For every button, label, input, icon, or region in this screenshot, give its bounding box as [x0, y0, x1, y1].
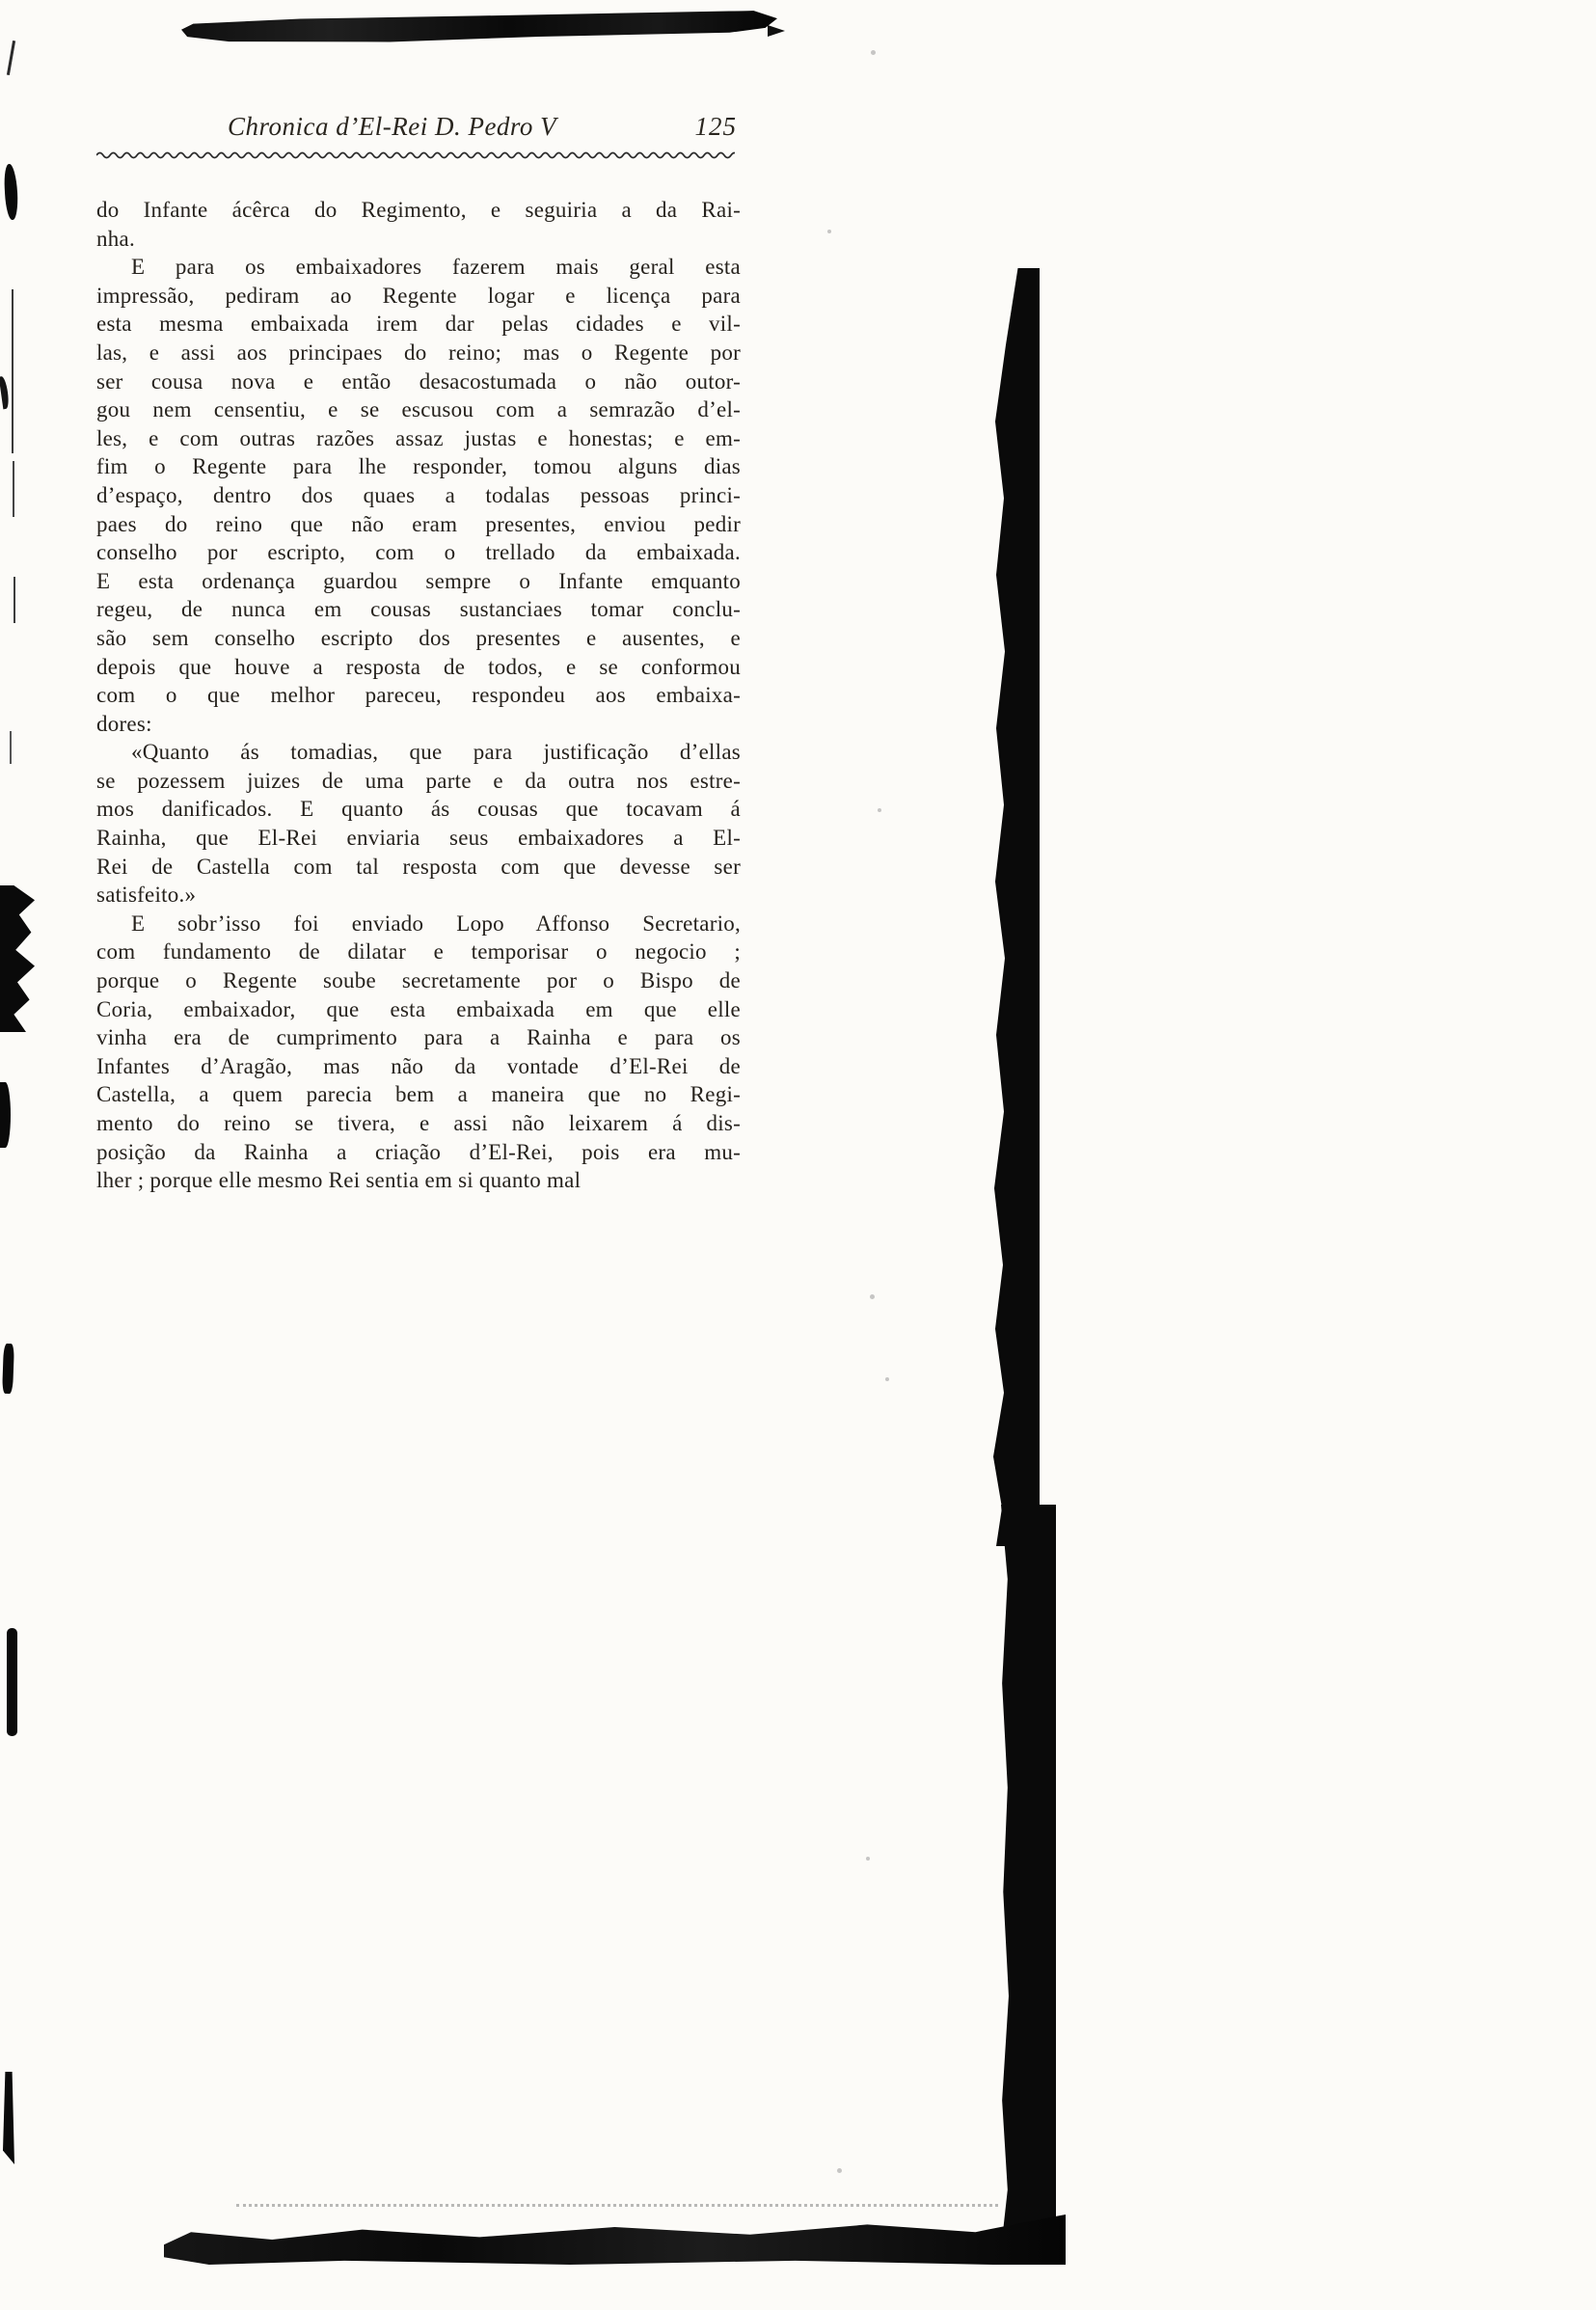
paragraph: [96, 196, 741, 253]
scan-speck: [866, 1857, 870, 1861]
scan-speck: [871, 50, 876, 55]
text-line: paes do reino que não eram presentes, enviou pedir: [96, 511, 741, 536]
wavy-rule-path: [96, 153, 735, 158]
paragraph: [96, 738, 741, 910]
text-line: mos danificados. E quanto ás cousas que tocavam á: [96, 797, 741, 822]
text-line: Coria, embaixador, que esta embaixada em que elle: [96, 996, 741, 1021]
page-body: [96, 196, 741, 1195]
text-line: E sobr’isso foi enviado Lopo Affonso Secretario,: [131, 910, 741, 936]
text-line: E esta ordenança guardou sempre o Infante emquanto: [96, 568, 741, 593]
text-line: impressão, pediram ao Regente logar e licença para: [96, 283, 741, 308]
running-title: Chronica d’El-Rei D. Pedro V: [228, 112, 557, 141]
text-line: esta mesma embaixada irem dar pelas cidades e vil-: [96, 312, 741, 337]
scan-speck: [837, 2168, 842, 2173]
text-line: com o que melhor pareceu, respondeu aos embaixa-: [96, 683, 741, 708]
text-line: dores:: [96, 711, 152, 736]
text-line: E para os embaixadores fazerem mais geral esta: [131, 255, 741, 280]
text-line: lher ; porque elle mesmo Rei sentia em si quanto mal: [96, 1168, 582, 1193]
text-line: Rainha, que El-Rei enviaria seus embaixadores a El-: [96, 826, 741, 851]
text-line: las, e assi aos principaes do reino; mas o Regente por: [96, 340, 741, 365]
text-line: satisfeito.»: [96, 883, 197, 908]
text-line: porque o Regente soube secretamente por o Bispo de: [96, 968, 741, 993]
scan-speck: [827, 230, 831, 233]
scan-artifact-left-mark: [12, 289, 14, 453]
scan-artifact-left-mark: [7, 1628, 17, 1736]
page-number: 125: [694, 112, 737, 141]
text-line: conselho por escripto, com o trellado da embaixada.: [96, 540, 741, 565]
text-line: d’espaço, dentro dos quaes a todalas pessoas princi-: [96, 482, 741, 507]
text-line: fim o Regente para lhe responder, tomou alguns dias: [96, 454, 741, 479]
scan-speck: [870, 1294, 875, 1299]
scan-artifact-left-mark: [2, 1344, 14, 1394]
wavy-rule: [96, 149, 735, 163]
text-line: les, e com outras razões assaz justas e honestas; e em-: [96, 425, 741, 450]
scan-artifact-left-mark: [13, 461, 14, 517]
scan-artifact-left-mark: [3, 2072, 14, 2164]
text-line: regeu, de nunca em cousas sustanciaes tomar conclu-: [96, 597, 741, 622]
text-line: do Infante ácêrca do Regimento, e seguiria a da Rai-: [96, 198, 741, 222]
text-line: gou nem censentiu, e se escusou com a semrazão d’el-: [96, 397, 741, 422]
scan-speck: [878, 808, 881, 812]
scan-artifact-bottom-band: [164, 2215, 1066, 2265]
text-line: ser cousa nova e então desacostumada o não outor-: [96, 368, 741, 394]
scan-artifact-top-tail: [768, 25, 785, 37]
scan-artifact-right-band: [991, 268, 1040, 1546]
scan-artifact-left-mark: [10, 731, 12, 764]
scan-artifact-dotted-line: [236, 2204, 998, 2207]
scan-artifact-left-mark: [14, 577, 15, 623]
scan-artifact-right-band-lower: [1001, 1505, 1056, 2249]
text-line: mento do reino se tivera, e assi não leixarem á dis-: [96, 1111, 741, 1135]
text-line: nha.: [96, 226, 135, 251]
text-line: Rei de Castella com tal resposta com que devesse ser: [96, 854, 741, 879]
paragraph: [96, 910, 741, 1195]
scan-speck: [885, 1377, 889, 1381]
scan-artifact-left-mark: [7, 41, 15, 75]
text-line: vinha era de cumprimento para a Rainha e para os: [96, 1025, 741, 1050]
scan-artifact-left-blob: [0, 885, 35, 1032]
page-header: [96, 112, 741, 154]
scan-artifact-left-mark: [0, 1082, 11, 1148]
text-line: depois que houve a resposta de todos, e se conformou: [96, 654, 741, 679]
text-line: com fundamento de dilatar e temporisar o negocio ;: [96, 939, 741, 965]
paragraph: [96, 253, 741, 738]
scan-artifact-top-band: [181, 11, 777, 45]
text-line: Castella, a quem parecia bem a maneira que no Regi-: [96, 1082, 741, 1107]
scan-artifact-left-mark: [0, 376, 10, 410]
text-line: são sem conselho escripto dos presentes e ausentes, e: [96, 625, 741, 650]
text-line: se pozessem juizes de uma parte e da outra nos estre-: [96, 768, 741, 793]
text-line: posição da Rainha a criação d’El-Rei, pois era mu-: [96, 1139, 741, 1164]
text-line: «Quanto ás tomadias, que para justificação d’ellas: [131, 740, 741, 765]
scan-artifact-left-mark: [3, 164, 18, 221]
text-line: Infantes d’Aragão, mas não da vontade d’El-Rei de: [96, 1053, 741, 1078]
